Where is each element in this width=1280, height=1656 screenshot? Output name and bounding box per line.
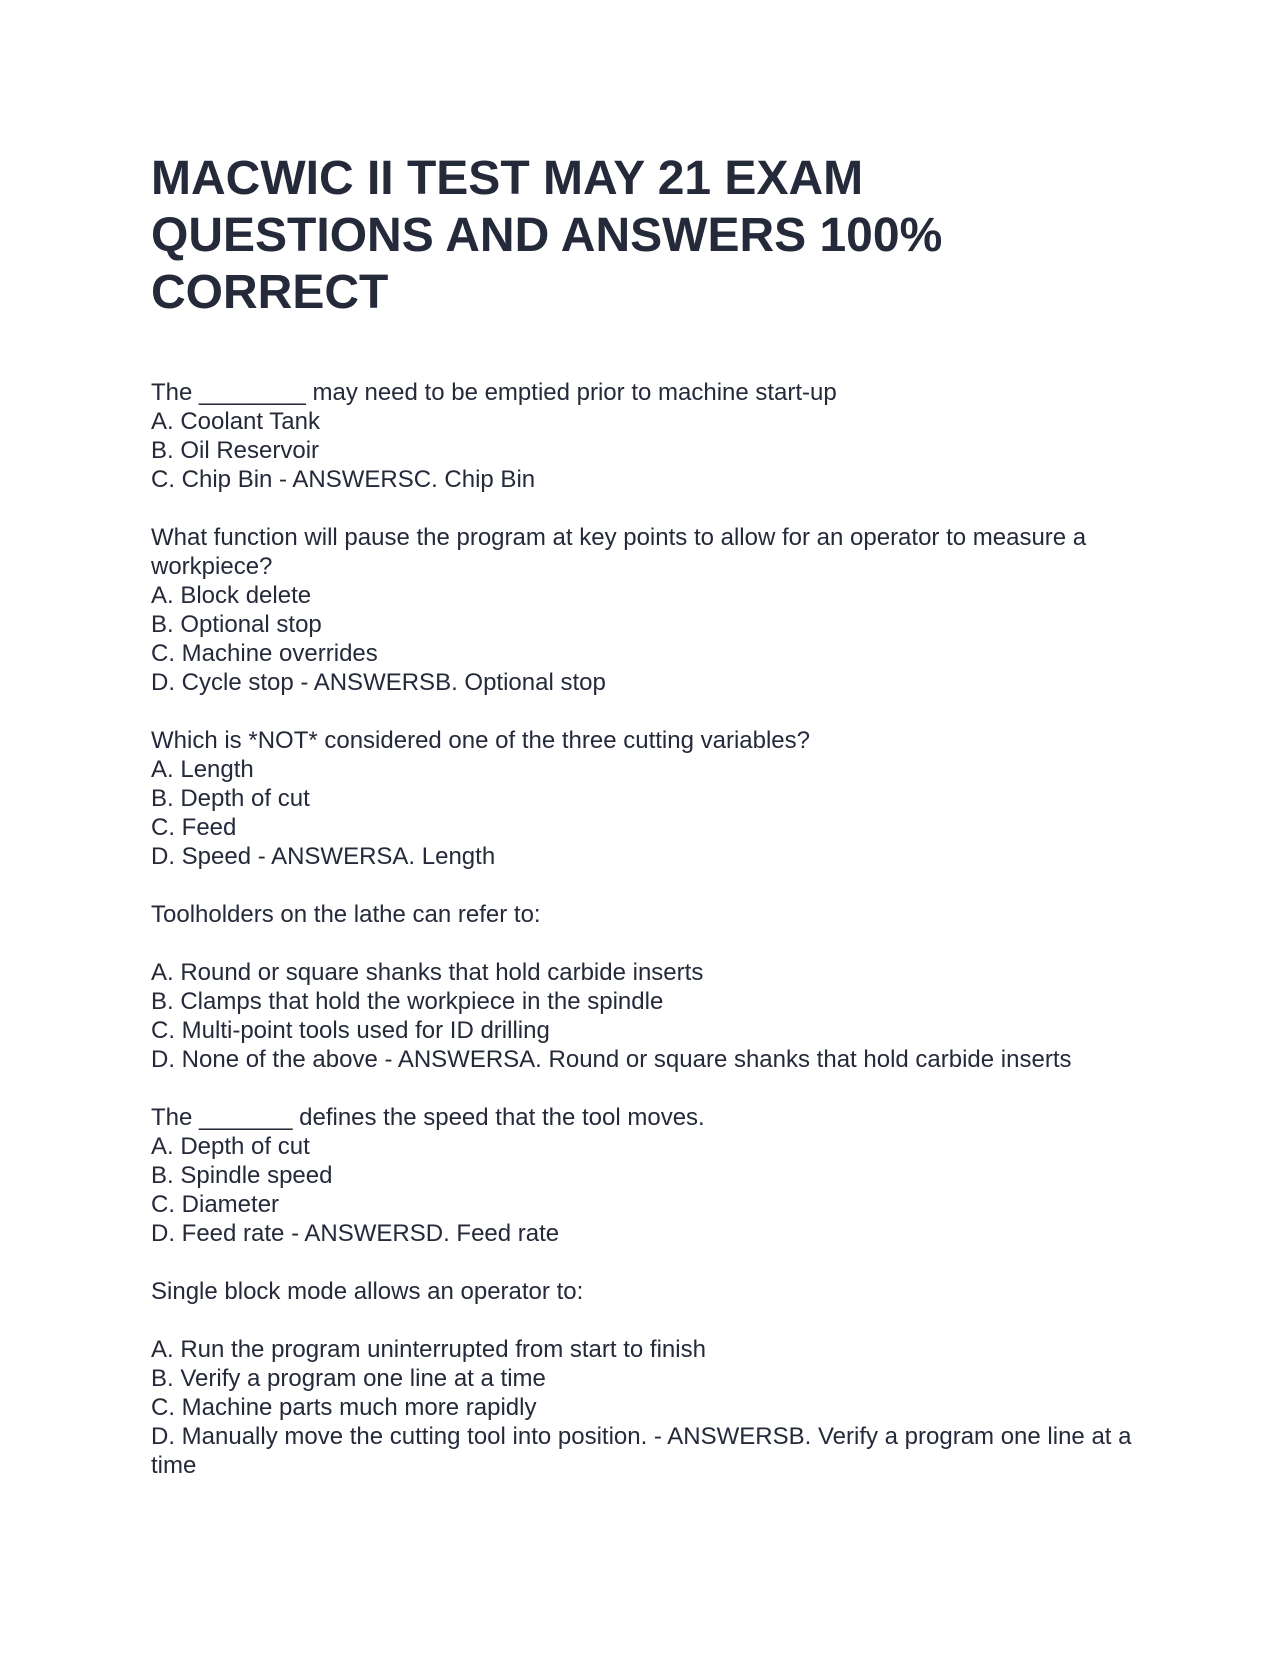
answer-option: C. Machine overrides — [151, 640, 378, 667]
answer-option: A. Block delete — [151, 582, 312, 609]
question-block — [151, 1103, 1141, 1248]
blank-line — [151, 1306, 1141, 1335]
answer-option: C. Diameter — [151, 1191, 280, 1218]
answer-option: B. Spindle speed — [151, 1162, 333, 1189]
answer-option: A. Length — [151, 756, 254, 783]
answer-option: B. Clamps that hold the workpiece in the spindle — [151, 988, 664, 1015]
answer-option-with-key: D. Cycle stop - ANSWERSB. Optional stop — [151, 669, 606, 696]
answer-option: A. Run the program uninterrupted from start to finish — [151, 1336, 706, 1363]
answer-option: A. Round or square shanks that hold carbide inserts — [151, 959, 704, 986]
question-prompt: The _______ defines the speed that the tool moves. — [151, 1104, 705, 1131]
question-prompt: Toolholders on the lathe can refer to: — [151, 901, 541, 928]
answer-option: B. Oil Reservoir — [151, 437, 320, 464]
blank-line — [151, 929, 1141, 958]
answer-option-with-key: D. Feed rate - ANSWERSD. Feed rate — [151, 1220, 560, 1247]
question-block — [151, 1277, 1141, 1480]
answer-option: B. Optional stop — [151, 611, 322, 638]
question-block — [151, 900, 1141, 1074]
document-title: MACWIC II TEST MAY 21 EXAM QUESTIONS AND ANSWERS 100% CORRECT — [151, 152, 943, 319]
answer-option: B. Verify a program one line at a time — [151, 1365, 546, 1392]
answer-option-with-key: D. None of the above - ANSWERSA. Round or square shanks that hold carbide inserts — [151, 1046, 1072, 1073]
answer-option-with-key: D. Manually move the cutting tool into position. - ANSWERSB. Verify a program one line at a time — [151, 1423, 1132, 1479]
question-block — [151, 523, 1141, 697]
answer-option: C. Machine parts much more rapidly — [151, 1394, 537, 1421]
document-page — [151, 150, 1141, 1509]
answer-option-with-key: D. Speed - ANSWERSA. Length — [151, 843, 496, 870]
answer-option: A. Coolant Tank — [151, 408, 320, 435]
question-prompt: What function will pause the program at key points to allow for an operator to measure a workpiece? — [151, 524, 1087, 580]
answer-option: B. Depth of cut — [151, 785, 310, 812]
answer-option: A. Depth of cut — [151, 1133, 310, 1160]
answer-option: C. Multi-point tools used for ID drilling — [151, 1017, 550, 1044]
question-prompt: Which is *NOT* considered one of the three cutting variables? — [151, 727, 811, 754]
answer-option: C. Feed — [151, 814, 237, 841]
question-prompt: Single block mode allows an operator to: — [151, 1278, 584, 1305]
answer-option-with-key: C. Chip Bin - ANSWERSC. Chip Bin — [151, 466, 536, 493]
question-block — [151, 378, 1141, 494]
question-prompt: The ________ may need to be emptied prior to machine start-up — [151, 379, 837, 406]
question-block — [151, 726, 1141, 871]
question-list — [151, 378, 1141, 1480]
